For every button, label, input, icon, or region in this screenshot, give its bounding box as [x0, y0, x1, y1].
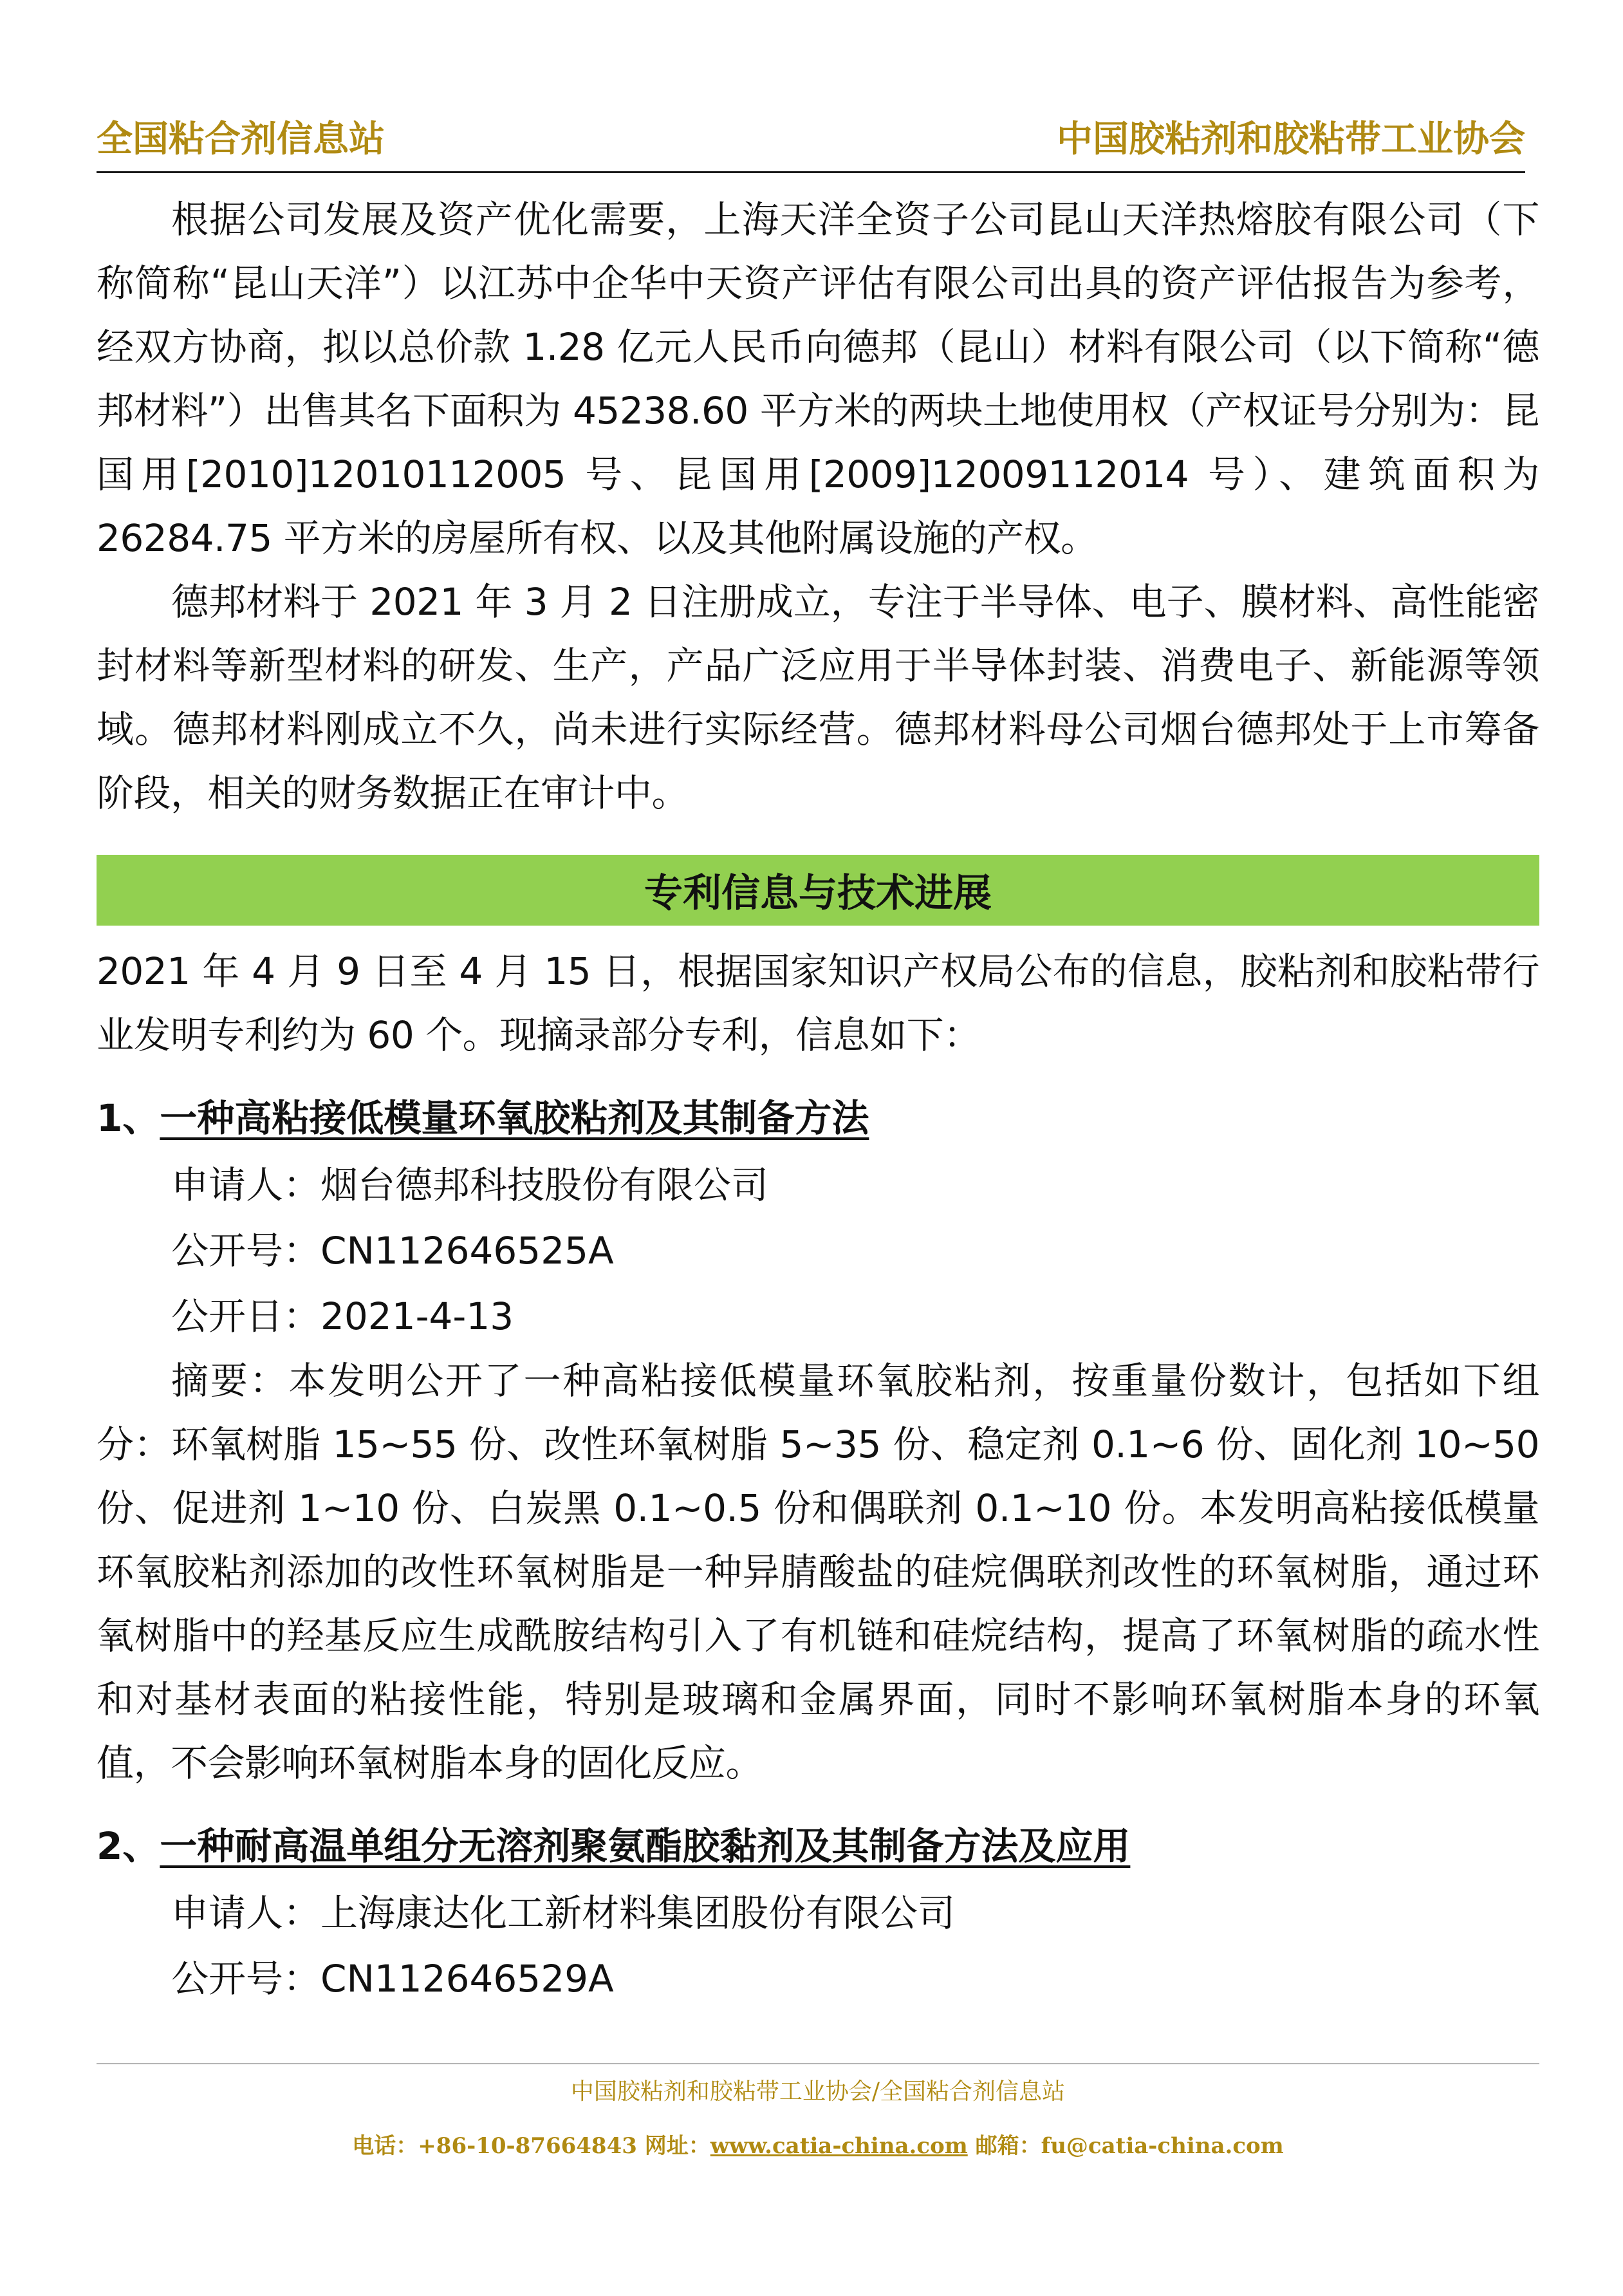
section-intro: 2021 年 4 月 9 日至 4 月 15 日，根据国家知识产权局公布的信息，胶粘剂和胶粘带行业发明专利约为 60 个。现摘录部分专利，信息如下： [97, 949, 1539, 1057]
header-site-name: 全国粘合剂信息站 [97, 118, 385, 160]
paragraph-asset-sale: 根据公司发展及资产优化需要，上海天洋全资子公司昆山天洋热熔胶有限公司（下称简称“昆山天洋”）以江苏中企华中天资产评估有限公司出具的资产评估报告为参考，经双方协商，拟以总价款 1.28 亿元人民币向德邦（昆山）材料有限公司（以下简称“德邦材料”）出售其名下面积为 45238.60 平方米的两块土地使用权（产权证号分别为：昆国用[2010]12010112005 号、昆国用[2009]12009112014 号）、建筑面积为 26284.75 平方米的房屋所有权、以及其他附属设施的产权。 [97, 198, 1539, 560]
patent-abstract: 摘要：本发明公开了一种高粘接低模量环氧胶粘剂，按重量份数计，包括如下组分：环氧树脂 15~55 份、改性环氧树脂 5~35 份、稳定剂 0.1~6 份、固化剂 10~50 份、促进剂 1~10 份、白炭黑 0.1~0.5 份和偶联剂 0.1~10 份。本发明高粘接低模量环氧胶粘剂添加的改性环氧树脂是一种异腈酸盐的硅烷偶联剂改性的环氧树脂，通过环氧树脂中的羟基反应生成酰胺结构引入了有机链和硅烷结构，提高了环氧树脂的疏水性和对基材表面的粘接性能，特别是玻璃和金属界面，同时不影响环氧树脂本身的环氧值，不会影响环氧树脂本身的固化反应。 [97, 1359, 1539, 1785]
patent-item [97, 1817, 1539, 2011]
page-content [97, 188, 1539, 2011]
footer-divider [97, 2063, 1539, 2064]
footer-phone: 电话：+86-10-87664843 网址： [352, 2133, 710, 2159]
patent-heading [97, 1089, 1539, 1147]
patent-title: 一种耐高温单组分无溶剂聚氨酯胶黏剂及其制备方法及应用 [160, 1824, 1131, 1868]
section-banner: 专利信息与技术进展 [97, 855, 1539, 926]
patent-number: 2、 [97, 1824, 160, 1868]
patent-title: 一种高粘接低模量环氧胶粘剂及其制备方法 [160, 1096, 869, 1140]
patent-applicant: 申请人：烟台德邦科技股份有限公司 [171, 1163, 769, 1207]
header-association-name: 中国胶粘剂和胶粘带工业协会 [1057, 118, 1525, 160]
patent-applicant: 申请人：上海康达化工新材料集团股份有限公司 [171, 1891, 956, 1935]
patent-publication-number: 公开号：CN112646525A [171, 1229, 614, 1273]
footer-email: 邮箱：fu@catia-china.com [967, 2133, 1284, 2159]
page-header [97, 115, 1525, 173]
patent-heading [97, 1817, 1539, 1875]
patent-number: 1、 [97, 1096, 160, 1140]
paragraph-debang-materials: 德邦材料于 2021 年 3 月 2 日注册成立，专注于半导体、电子、膜材料、高性能密封材料等新型材料的研发、生产，产品广泛应用于半导体封装、消费电子、新能源等领域。德邦材料刚成立不久，尚未进行实际经营。德邦材料母公司烟台德邦处于上市筹备阶段，相关的财务数据正在审计中。 [97, 580, 1539, 815]
patent-publication-number: 公开号：CN112646529A [171, 1957, 614, 2001]
page-footer [97, 2073, 1539, 2165]
footer-organization: 中国胶粘剂和胶粘带工业协会/全国粘合剂信息站 [570, 2078, 1066, 2105]
patent-publication-date: 公开日：2021-4-13 [171, 1294, 514, 1338]
footer-website-link[interactable]: www.catia-china.com [710, 2133, 968, 2159]
patent-item [97, 1089, 1539, 1795]
footer-contact [97, 2127, 1539, 2165]
